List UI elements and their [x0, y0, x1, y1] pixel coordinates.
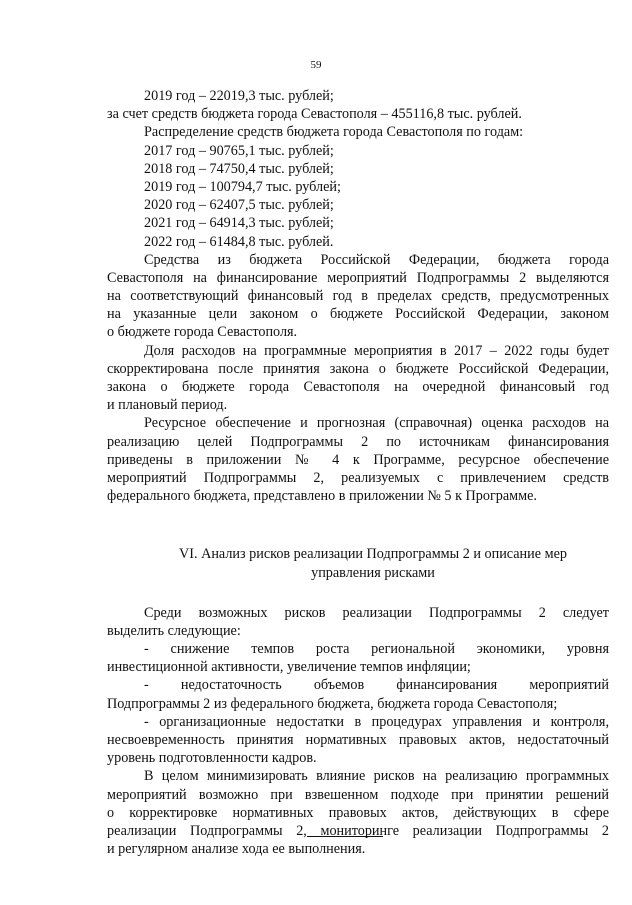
text-line: несвоевременность принятия нормативных правовых актов, недостаточный	[107, 732, 609, 749]
text-line: инвестиционной активности, увеличение темпов инфляции;	[107, 659, 471, 676]
text-line: - недостаточность объемов финансирования мероприятий	[144, 677, 609, 694]
text-line: выделить следующие:	[107, 622, 241, 639]
text-line: федерального бюджета, представлено в приложении № 5 к Программе.	[107, 488, 537, 505]
text-line: и плановый период.	[107, 397, 228, 414]
text-line: мероприятий Подпрограммы 2, реализуемых с привлечением средств	[107, 469, 609, 486]
text-line: 2019 год – 100794,7 тыс. рублей;	[144, 178, 341, 195]
text-line: о бюджете города Севастополя.	[107, 324, 298, 341]
text-line: скорректирована после принятия закона о бюджете Российской Федерации,	[107, 360, 609, 377]
text-line: 2019 год – 22019,3 тыс. рублей;	[144, 88, 334, 104]
section-heading	[107, 545, 609, 581]
text-line: приведены в приложении № 4 к Программе, ресурсное обеспечение	[107, 451, 609, 468]
text-line: 2022 год – 61484,8 тыс. рублей.	[144, 233, 334, 250]
text-line: на указанные цели законом о бюджете Российской Федерации, законом	[107, 306, 609, 323]
page-number: 59	[310, 59, 322, 71]
end-separator-line	[307, 836, 383, 837]
text-line: В целом минимизировать влияние рисков на реализацию программных	[144, 768, 609, 785]
section-spacer	[107, 582, 609, 604]
text-line: уровень подготовленности кадров.	[107, 750, 317, 767]
text-line: реализации Подпрограммы 2, мониторинге реализации Подпрограммы 2	[107, 822, 609, 839]
document-body	[107, 87, 609, 858]
text-line: Подпрограммы 2 из федерального бюджета, бюджета города Севастополя;	[107, 695, 558, 712]
text-line: реализацию целей Подпрограммы 2 по источникам финансирования	[107, 433, 609, 450]
text-line: мероприятий возможно при взвешенном подходе при принятии решений	[107, 786, 609, 803]
text-line: на соответствующий финансовый год в пределах средств, предусмотренных	[107, 288, 609, 305]
text-line: закона о бюджете города Севастополя на очередной финансовый год	[107, 379, 609, 395]
text-line: Ресурсное обеспечение и прогнозная (справочная) оценка расходов на	[144, 415, 609, 432]
text-line: Доля расходов на программные мероприятия в 2017 – 2022 годы будет	[144, 342, 609, 359]
text-line: и регулярном анализе хода ее выполнения.	[107, 841, 366, 858]
text-line: за счет средств бюджета города Севастополя – 455116,8 тыс. рублей.	[107, 106, 522, 123]
section-heading-line-1: VI. Анализ рисков реализации Подпрограммы 2 и описание мер	[179, 546, 567, 563]
text-line: Распределение средств бюджета города Севастополя по годам:	[144, 124, 524, 141]
text-line: Севастополя на финансирование мероприятий Подпрограммы 2 выделяются	[107, 269, 609, 286]
text-line: о корректировке нормативных правовых актов, действующих в сфере	[107, 804, 609, 821]
risk-section	[107, 604, 609, 859]
section-heading-line-2: управления рисками	[311, 564, 435, 581]
funding-section	[107, 87, 609, 505]
text-line: Средства из бюджета Российской Федерации, бюджета города	[144, 251, 609, 268]
text-line: 2018 год – 74750,4 тыс. рублей;	[144, 160, 334, 177]
section-spacer	[107, 505, 609, 545]
text-line: 2021 год – 64914,3 тыс. рублей;	[144, 215, 334, 232]
text-line: 2020 год – 62407,5 тыс. рублей;	[144, 197, 334, 214]
text-line: Среди возможных рисков реализации Подпрограммы 2 следует	[144, 604, 609, 621]
text-line: 2017 год – 90765,1 тыс. рублей;	[144, 142, 334, 159]
text-line: - снижение темпов роста региональной экономики, уровня	[144, 641, 609, 658]
text-line: - организационные недостатки в процедурах управления и контроля,	[144, 713, 609, 730]
